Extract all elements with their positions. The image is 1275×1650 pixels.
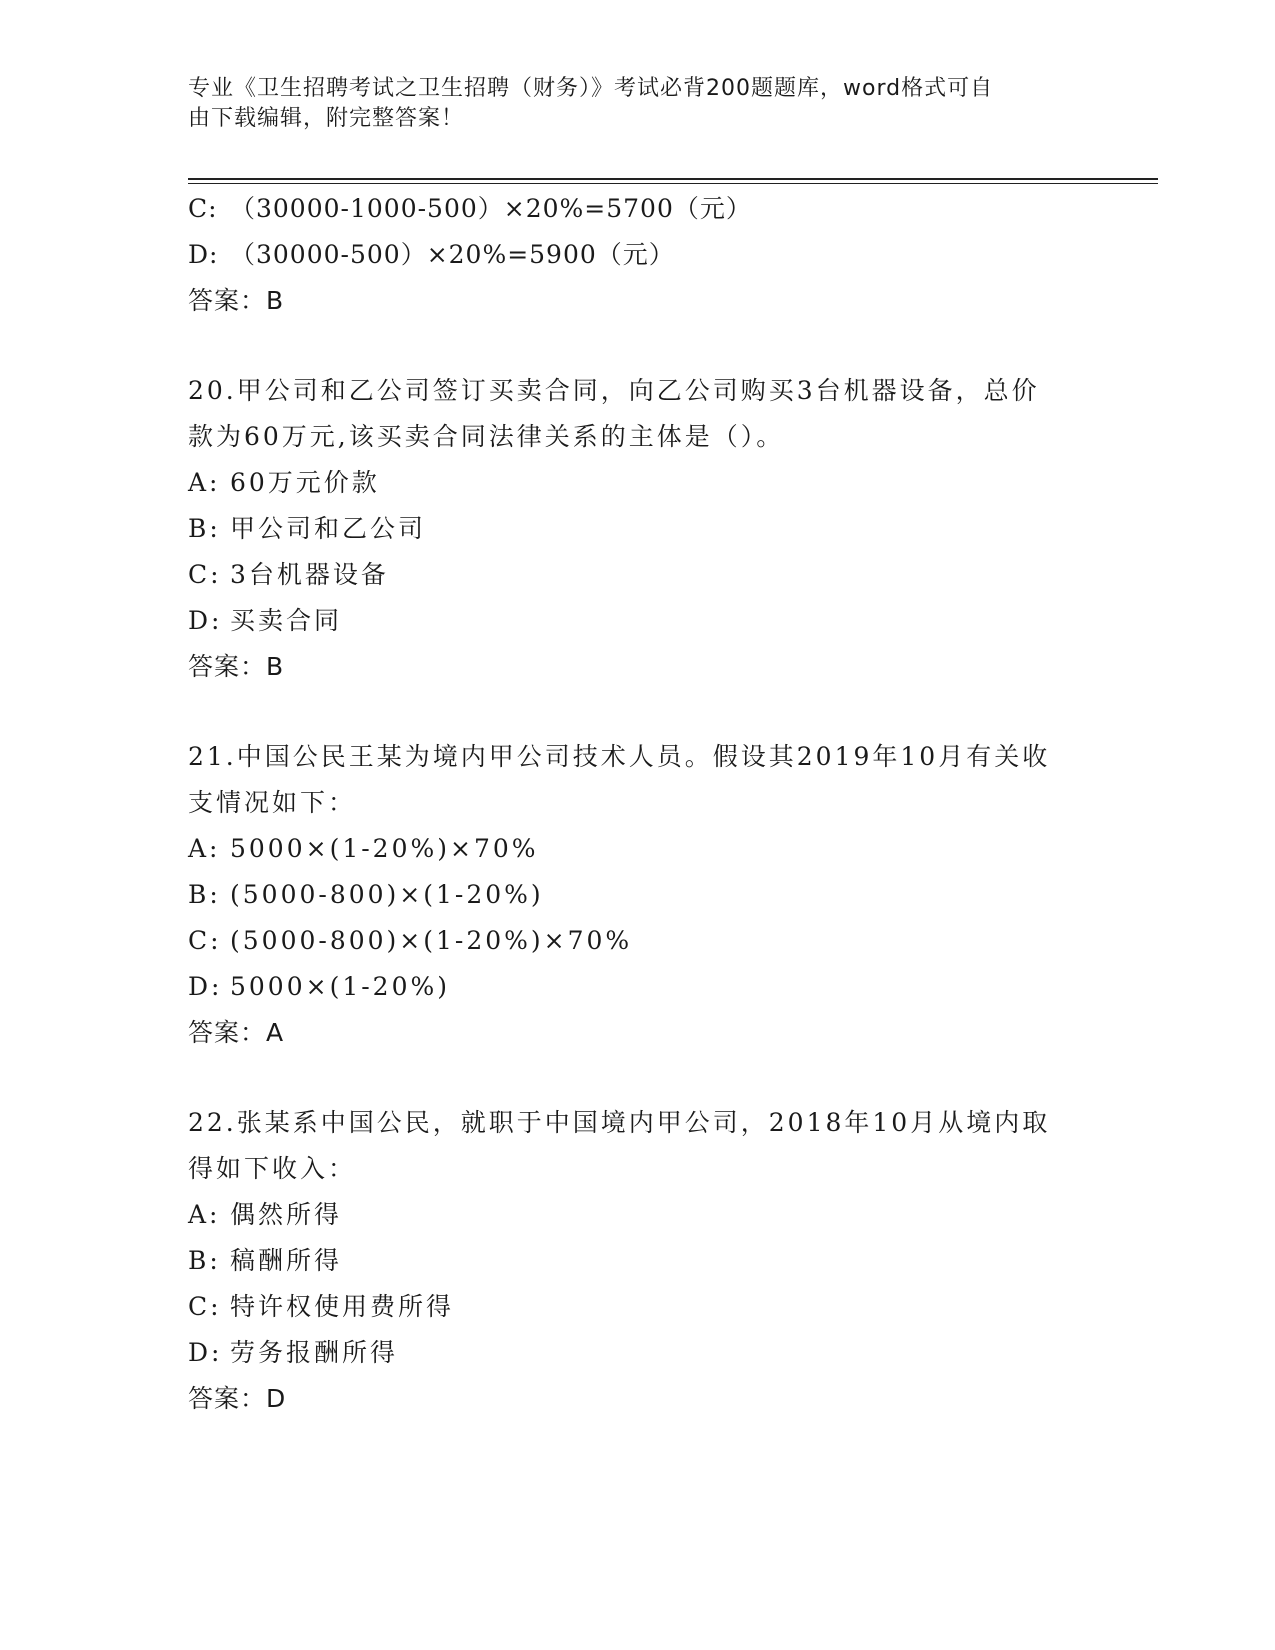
option-text: 5000×(1-20%) (230, 972, 450, 1001)
answer-line: 答案：B (188, 286, 285, 315)
option-text: 3台机器设备 (230, 560, 389, 589)
answer-line: 答案：A (188, 1018, 285, 1047)
option-label: A: (188, 834, 221, 863)
question-stem-line-1: 21.中国公民王某为境内甲公司技术人员。假设其2019年10月有关收 (188, 742, 1051, 771)
option-text: (5000-800)×(1-20%) (230, 880, 544, 909)
question-stem-line-1: 22.张某系中国公民，就职于中国境内甲公司，2018年10月从境内取 (188, 1108, 1051, 1137)
option-text: 特许权使用费所得 (230, 1292, 455, 1321)
option-label: D: (188, 1338, 223, 1367)
option-d (188, 964, 1088, 1010)
option-label: C: (188, 1292, 222, 1321)
option-text: 5000×(1-20%)×70% (230, 834, 539, 863)
option-b (188, 506, 1088, 552)
document-body (188, 186, 1088, 1422)
option-text: 稿酬所得 (230, 1246, 343, 1275)
option-a (188, 460, 1088, 506)
option-text: 偶然所得 (230, 1200, 343, 1229)
option-c (188, 918, 1088, 964)
option-label: B: (188, 514, 221, 543)
option-b (188, 872, 1088, 918)
answer-line: 答案：D (188, 1384, 287, 1413)
option-label: B: (188, 880, 221, 909)
option-text: 劳务报酬所得 (230, 1338, 399, 1367)
option-d (188, 598, 1088, 644)
option-text: （30000-1000-500）×20%=5700（元） (230, 194, 752, 223)
option-text: 甲公司和乙公司 (230, 514, 427, 543)
option-label: D: (188, 972, 223, 1001)
option-a (188, 1192, 1088, 1238)
option-a (188, 826, 1088, 872)
option-label: C: (188, 926, 222, 955)
question-stem-line-2: 支情况如下： (188, 788, 357, 817)
option-label: C: (188, 194, 218, 223)
question-21 (188, 734, 1088, 1056)
option-c (188, 552, 1088, 598)
header-line-2: 由下载编辑，附完整答案！ (188, 106, 465, 131)
question-stem-line-1: 20.甲公司和乙公司签订买卖合同，向乙公司购买3台机器设备，总价 (188, 376, 1040, 405)
option-text: （30000-500）×20%=5900（元） (230, 240, 675, 269)
option-c (188, 186, 1088, 232)
option-text: (5000-800)×(1-20%)×70% (230, 926, 633, 955)
header-divider-thick (188, 178, 1158, 180)
option-d (188, 232, 1088, 278)
option-label: D: (188, 606, 223, 635)
header-divider-thin (188, 183, 1158, 184)
prev-question-block (188, 186, 1088, 324)
option-d (188, 1330, 1088, 1376)
option-b (188, 1238, 1088, 1284)
question-20 (188, 368, 1088, 690)
option-label: B: (188, 1246, 221, 1275)
question-stem-line-2: 得如下收入： (188, 1154, 357, 1183)
option-label: D: (188, 240, 219, 269)
question-22 (188, 1100, 1088, 1422)
option-c (188, 1284, 1088, 1330)
question-stem-line-2: 款为60万元,该买卖合同法律关系的主体是（）。 (188, 422, 785, 451)
answer-line: 答案：B (188, 652, 285, 681)
page-header (188, 74, 1068, 134)
option-text: 60万元价款 (230, 468, 380, 497)
header-line-1: 专业《卫生招聘考试之卫生招聘（财务）》考试必背200题题库，word格式可自 (188, 76, 994, 101)
option-label: A: (188, 468, 221, 497)
option-text: 买卖合同 (230, 606, 343, 635)
option-label: C: (188, 560, 222, 589)
option-label: A: (188, 1200, 221, 1229)
